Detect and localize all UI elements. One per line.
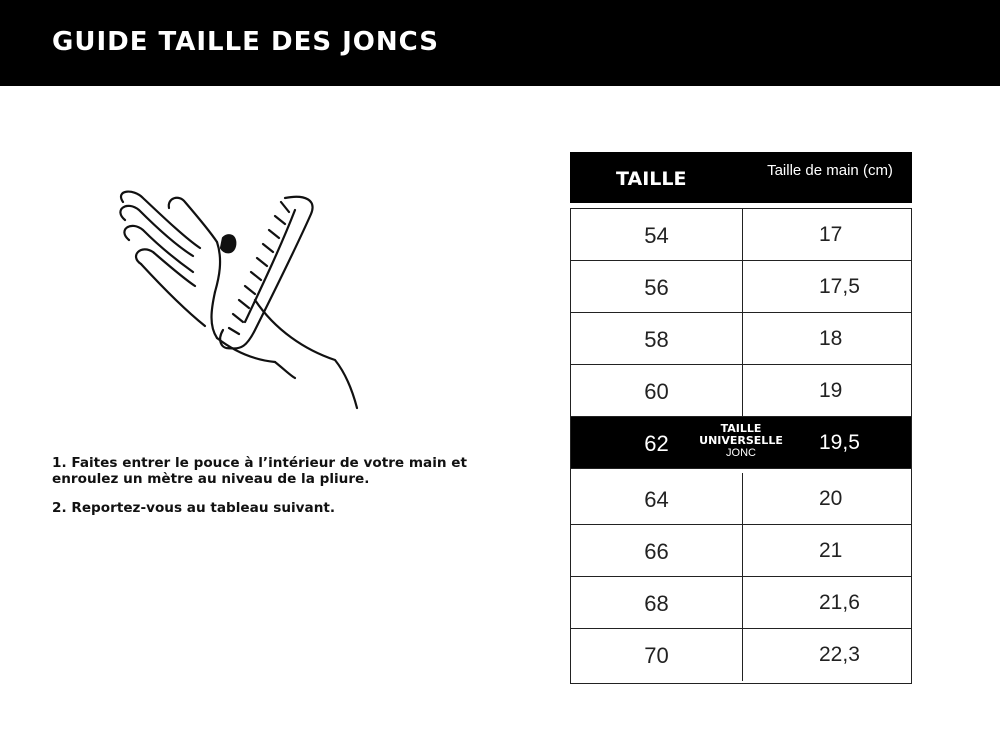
table-row — [571, 525, 911, 577]
table-row-highlighted — [571, 417, 911, 469]
hand-cell: 22,3 — [819, 643, 860, 666]
column-divider — [742, 525, 743, 576]
column-header-hand: Taille de main (cm) — [767, 162, 893, 179]
size-cell: 62 — [644, 431, 669, 456]
hand-cell: 21 — [819, 539, 843, 562]
size-table — [570, 208, 912, 684]
size-cell: 60 — [644, 379, 669, 404]
column-divider — [742, 473, 743, 524]
hand-cell: 17 — [819, 223, 843, 246]
size-cell: 64 — [644, 487, 669, 512]
instruction-2: 2. Reportez-vous au tableau suivant. — [52, 500, 336, 516]
hand-cell: 17,5 — [819, 275, 860, 298]
size-cell: 66 — [644, 539, 669, 564]
column-divider — [742, 365, 743, 416]
universal-label-line1: TAILLE — [720, 422, 762, 435]
column-divider — [742, 209, 743, 260]
hand-cell: 21,6 — [819, 591, 860, 614]
size-cell: 70 — [644, 643, 669, 668]
column-divider — [742, 313, 743, 364]
table-row — [571, 209, 911, 261]
instructions — [52, 455, 522, 529]
column-divider — [742, 577, 743, 628]
hand-cell: 19,5 — [819, 431, 860, 454]
instruction-1: 1. Faites entrer le pouce à l’intérieur de votre main et enroulez un mètre au niveau de la pliure. — [52, 455, 467, 487]
page-title: GUIDE TAILLE DES JONCS — [52, 27, 439, 57]
column-header-size: TAILLE — [616, 168, 687, 190]
table-row — [571, 473, 911, 525]
hand-cell: 18 — [819, 327, 843, 350]
column-divider — [742, 261, 743, 312]
universal-label-line2: UNIVERSELLE — [699, 434, 783, 447]
table-row — [571, 629, 911, 681]
table-row — [571, 313, 911, 365]
universal-size-label — [691, 423, 791, 459]
table-row — [571, 261, 911, 313]
size-cell: 68 — [644, 591, 669, 616]
hand-cell: 19 — [819, 379, 843, 402]
table-row — [571, 365, 911, 417]
column-divider — [742, 629, 743, 681]
hand-with-bracelet-icon — [105, 180, 375, 420]
universal-label-line3: JONC — [726, 447, 756, 459]
size-cell: 58 — [644, 327, 669, 352]
hand-cell: 20 — [819, 487, 843, 510]
size-cell: 54 — [644, 223, 669, 248]
header-bar — [0, 0, 1000, 86]
size-cell: 56 — [644, 275, 669, 300]
table-row — [571, 577, 911, 629]
size-table-header — [570, 152, 912, 203]
